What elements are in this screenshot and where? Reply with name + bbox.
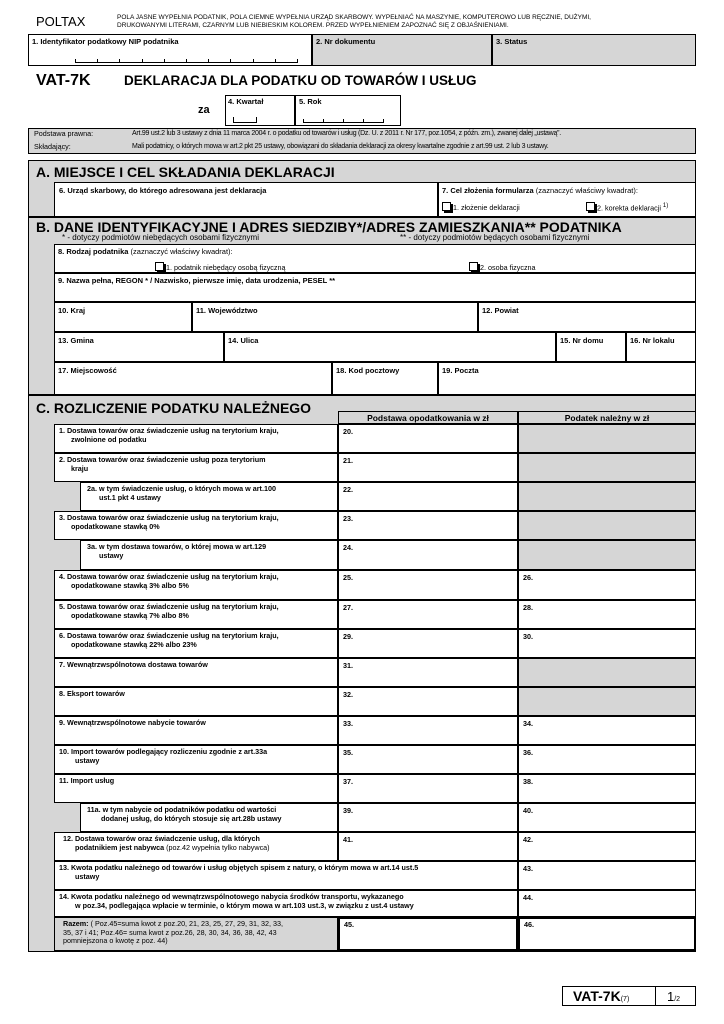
row-6-tax-input[interactable]: [518, 629, 696, 658]
row-2a-line1: 2a. w tym świadczenie usług, o których mowa w art.100: [87, 484, 276, 493]
checkbox-icon[interactable]: [469, 262, 478, 271]
row-12-base-number: 41.: [343, 835, 353, 844]
row-2-line1: 2. Dostawa towarów oraz świadczenie usług poza terytorium: [59, 455, 266, 464]
row-11a-base-input[interactable]: [338, 803, 518, 832]
row-5-line1: 5. Dostawa towarów oraz świadczenie usług na terytorium kraju,: [59, 602, 279, 611]
row-8-tax-cell: [518, 687, 696, 716]
section-c-title: C. ROZLICZENIE PODATKU NALEŻNEGO: [36, 400, 312, 416]
taxpayer-type-field: [54, 244, 696, 273]
row-2a: [54, 482, 696, 511]
document-number-label: 2. Nr dokumentu: [316, 37, 376, 46]
row-2-line2: kraju: [71, 463, 89, 473]
purpose-option-correction[interactable]: [586, 202, 668, 212]
commune-field[interactable]: [54, 332, 224, 362]
totals-tax-input[interactable]: [518, 917, 696, 951]
footer-form-box: [562, 986, 696, 1006]
taxpayer-type-option-1-label: 1. podatnik niebędący osobą fizyczną: [166, 263, 286, 272]
row-10-base-number: 35.: [343, 748, 353, 757]
row-13-line2: ustawy: [75, 871, 100, 881]
row-3a-label: [80, 540, 338, 570]
quarter-field[interactable]: [225, 95, 295, 126]
row-3-line2: opodatkowane stawką 0%: [71, 521, 160, 531]
row-2-label: [54, 453, 338, 482]
row-1-base-input[interactable]: [338, 424, 518, 453]
row-3: [54, 511, 696, 540]
row-11a-label: [80, 803, 338, 832]
row-14-line2: w poz.34, podlegająca wpłacie w terminie, o którym mowa w art.103 ust.3, w związku z ust.4 ustawy: [75, 900, 414, 910]
comb-tick: [186, 59, 187, 63]
instructions-line1: POLA JASNE WYPEŁNIA PODATNIK, POLA CIEMNE WYPEŁNIA URZĄD SKARBOWY. WYPEŁNIAĆ NA MASZYNIE, KOMPUTEROWO LUB RĘCZNIE, DUŻYMI,: [117, 14, 591, 21]
row-8-base-number: 32.: [343, 690, 353, 699]
comb-tick: [275, 59, 276, 63]
post-office-label: 19. Poczta: [442, 366, 479, 375]
city-field[interactable]: [54, 362, 332, 395]
row-11a-line1: 11a. w tym nabycie od podatników podatku od wartości: [87, 805, 277, 814]
taxpayer-type-option-1[interactable]: [155, 262, 285, 272]
nip-label: 1. Identyfikator podatkowy NIP podatnika: [32, 37, 179, 46]
row-1-tax-cell: [518, 424, 696, 453]
row-11-label: [54, 774, 338, 803]
row-3-label: [54, 511, 338, 540]
row-9-base-input[interactable]: [338, 716, 518, 745]
row-6-base-number: 29.: [343, 632, 353, 641]
row-10-tax-number: 36.: [523, 748, 533, 757]
city-label: 17. Miejscowość: [58, 366, 117, 375]
house-number-label: 15. Nr domu: [560, 336, 604, 345]
row-3a-tax-cell: [518, 540, 696, 570]
footer-page-total: /2: [674, 996, 681, 1003]
purpose-option-correction-label: 2. korekta deklaracji: [597, 203, 661, 213]
row-1-line2: zwolnione od podatku: [71, 434, 147, 444]
poltax-brand: POLTAX: [36, 14, 86, 29]
row-12-label: [54, 832, 338, 861]
row-7: [54, 658, 696, 687]
purpose-label: [442, 186, 638, 195]
comb-tick: [343, 119, 344, 123]
row-3-base-number: 23.: [343, 514, 353, 523]
row-11-line1: 11. Import usług: [59, 776, 115, 785]
row-11a-line2: dodanej usług, do których stosuje się art.28b ustawy: [101, 813, 282, 823]
comb-tick: [208, 59, 209, 63]
comb-tick: [253, 59, 254, 63]
year-comb: [303, 117, 383, 123]
comb-tick: [297, 59, 298, 63]
instructions-line2: DRUKOWANYMI LITERAMI, CZARNYM LUB NIEBIESKIM KOLOREM. PRZED WYPEŁNIENIEM ZAPOZNAĆ SIĘ Z OBJAŚNIENIAMI.: [117, 22, 509, 29]
row-14-label: [54, 890, 518, 917]
row-2-base-number: 21.: [343, 456, 353, 465]
totals-line3: pomniejszona o kwotę z poz. 44): [63, 936, 168, 945]
row-3a-line2: ustawy: [99, 550, 124, 560]
row-3a-base-input[interactable]: [338, 540, 518, 570]
tax-office-label: 6. Urząd skarbowy, do którego adresowana jest deklaracja: [59, 186, 267, 195]
row-5-tax-input[interactable]: [518, 600, 696, 629]
row-11a-tax-input[interactable]: [518, 803, 696, 832]
row-5-base-number: 27.: [343, 603, 353, 612]
row-12-base-input[interactable]: [338, 832, 518, 861]
row-12-tax-number: 42.: [523, 835, 533, 844]
row-13-tax-number: 43.: [523, 864, 533, 873]
row-9-label: [54, 716, 338, 745]
street-field[interactable]: [224, 332, 556, 362]
row-4-label: [54, 570, 338, 600]
footer-page-wrap: [667, 989, 680, 1004]
status-field: [492, 34, 696, 66]
row-8-base-input[interactable]: [338, 687, 518, 716]
row-2-base-input[interactable]: [338, 453, 518, 482]
footer-page-number: 1: [667, 989, 675, 1004]
row-9-tax-input[interactable]: [518, 716, 696, 745]
row-7-tax-cell: [518, 658, 696, 687]
post-office-field[interactable]: [438, 362, 696, 395]
section-a-title: A. MIEJSCE I CEL SKŁADANIA DEKLARACJI: [36, 164, 335, 180]
row-12-line2-bold: podatnikiem jest nabywca: [75, 842, 165, 852]
row-14-line1: 14. Kwota podatku należnego od wewnątrzwspólnotowego nabycia środków transportu, wykazanego: [59, 892, 404, 901]
comb-tick: [303, 119, 304, 123]
row-6-line2: opodatkowane stawką 22% albo 23%: [71, 639, 197, 649]
row-11-base-number: 37.: [343, 777, 353, 786]
row-3a-base-number: 24.: [343, 543, 353, 552]
row-4-line1: 4. Dostawa towarów oraz świadczenie usług na terytorium kraju,: [59, 572, 279, 581]
row-5-tax-number: 28.: [523, 603, 533, 612]
row-6-label: [54, 629, 338, 658]
row-4-base-input[interactable]: [338, 570, 518, 600]
purpose-label-bold: 7. Cel złożenia formularza: [442, 186, 534, 195]
row-1: [54, 424, 696, 453]
row-10-base-input[interactable]: [338, 745, 518, 774]
purpose-footnote-ref: 1): [662, 203, 669, 209]
row-11: [54, 774, 696, 803]
row-13-tax-input[interactable]: [518, 861, 696, 890]
row-14-tax-number: 44.: [523, 893, 533, 902]
comb-tick: [119, 59, 120, 63]
row-6-base-input[interactable]: [338, 629, 518, 658]
comb-tick: [363, 119, 364, 123]
row-5-label: [54, 600, 338, 629]
document-number-field: [312, 34, 492, 66]
row-4-line2: opodatkowane stawką 3% albo 5%: [71, 580, 189, 590]
row-3a-line1: 3a. w tym dostawa towarów, o której mowa w art.129: [87, 542, 267, 551]
totals-row: [54, 917, 696, 951]
checkbox-icon[interactable]: [155, 262, 164, 271]
postal-code-label: 18. Kod pocztowy: [336, 366, 400, 375]
voivodeship-label: 11. Województwo: [196, 306, 258, 315]
row-12-line2-note: (poz.42 wypełnia tylko nabywca): [166, 842, 270, 852]
row-5-line2: opodatkowane stawką 7% albo 8%: [71, 610, 189, 620]
row-2a-tax-cell: [518, 482, 696, 511]
row-6-line1: 6. Dostawa towarów oraz świadczenie usług na terytorium kraju,: [59, 631, 279, 640]
row-4: [54, 570, 696, 600]
taxpayer-type-label: [58, 247, 233, 256]
street-label: 14. Ulica: [228, 336, 259, 345]
country-field[interactable]: [54, 302, 192, 332]
row-10-line2: ustawy: [75, 755, 100, 765]
totals-line1-text: ( Poz.45=suma kwot z poz.20, 21, 23, 25, 27, 29, 31, 32, 33,: [90, 919, 283, 928]
row-10-label: [54, 745, 338, 774]
row-13-label: [54, 861, 518, 890]
footer-form-code: VAT-7K: [573, 988, 621, 1004]
row-4-base-number: 25.: [343, 573, 353, 582]
purpose-field: [438, 182, 696, 217]
row-10-line1: 10. Import towarów podlegający rozliczeniu zgodnie z art.33a: [59, 747, 268, 756]
taxpayer-type-option-2[interactable]: [469, 262, 536, 272]
section-b-title: B. DANE IDENTYFIKACYJNE I ADRES SIEDZIBY*/ADRES ZAMIESZKANIA** PODATNIKA: [36, 219, 622, 235]
row-2: [54, 453, 696, 482]
row-3a: [54, 540, 696, 570]
row-5-base-input[interactable]: [338, 600, 518, 629]
taxpayer-type-label-note: (zaznaczyć właściwy kwadrat):: [130, 247, 233, 256]
row-12-tax-input[interactable]: [518, 832, 696, 861]
row-6-tax-number: 30.: [523, 632, 533, 641]
row-12: [54, 832, 696, 861]
apartment-number-field[interactable]: [626, 332, 696, 362]
footer-form-version: (7): [620, 996, 630, 1003]
tax-office-field[interactable]: [54, 182, 438, 217]
row-14-tax-input[interactable]: [518, 890, 696, 917]
row-11-tax-input[interactable]: [518, 774, 696, 803]
form-title: DEKLARACJA DLA PODATKU OD TOWARÓW I USŁUG: [124, 73, 477, 88]
row-3-base-input[interactable]: [338, 511, 518, 540]
year-field[interactable]: [295, 95, 401, 126]
comb-tick: [230, 59, 231, 63]
row-8: [54, 687, 696, 716]
comb-tick: [383, 119, 384, 123]
full-name-label: 9. Nazwa pełna, REGON * / Nazwisko, pierwsze imię, data urodzenia, PESEL **: [58, 276, 336, 285]
row-8-line1: 8. Eksport towarów: [59, 689, 125, 698]
row-7-label: [54, 658, 338, 687]
apartment-number-label: 16. Nr lokalu: [630, 336, 675, 345]
row-13-line1: 13. Kwota podatku należnego od towarów i usług objętych spisem z natury, o którym mowa w art.14 ust.5: [59, 863, 419, 872]
purpose-option-submission[interactable]: [442, 202, 520, 212]
row-4-tax-input[interactable]: [518, 570, 696, 600]
row-5: [54, 600, 696, 629]
county-label: 12. Powiat: [482, 306, 519, 315]
nip-field[interactable]: [28, 34, 312, 66]
row-9-tax-number: 34.: [523, 719, 533, 728]
section-b-note-2: ** - dotyczy podmiotów będących osobami fizycznymi: [400, 233, 590, 242]
county-field[interactable]: [478, 302, 696, 332]
legal-basis-text: Art.99 ust.2 lub 3 ustawy z dnia 11 marca 2004 r. o podatku od towarów i usług (Dz. U. z 2011 r. Nr 177, poz.1054, z późn. zm.), zwanej dalej „ustawą”.: [132, 130, 561, 137]
row-14: [54, 890, 696, 917]
row-10: [54, 745, 696, 774]
row-8-label: [54, 687, 338, 716]
row-12-line2: [63, 844, 337, 853]
totals-line2: 35, 37 i 41; Poz.46= suma kwot z poz.26, 28, 30, 34, 36, 38, 42, 43: [63, 927, 277, 937]
row-7-base-input[interactable]: [338, 658, 518, 687]
row-2a-label: [80, 482, 338, 511]
za-label: za: [198, 104, 210, 116]
quarter-comb: [233, 117, 257, 123]
totals-label: [54, 917, 338, 951]
row-2a-base-input[interactable]: [338, 482, 518, 511]
submitter-label: Składający:: [34, 142, 71, 151]
form-code: VAT-7K: [36, 72, 91, 89]
quarter-label: 4. Kwartał: [228, 97, 264, 106]
row-10-tax-input[interactable]: [518, 745, 696, 774]
house-number-field[interactable]: [556, 332, 626, 362]
row-6: [54, 629, 696, 658]
row-13: [54, 861, 696, 890]
row-11-base-input[interactable]: [338, 774, 518, 803]
row-11a-base-number: 39.: [343, 806, 353, 815]
purpose-label-note: (zaznaczyć właściwy kwadrat):: [535, 186, 638, 195]
section-b-note-1: * - dotyczy podmiotów niebędących osobami fizycznymi: [62, 233, 259, 242]
comb-tick: [75, 59, 76, 63]
commune-label: 13. Gmina: [58, 336, 94, 345]
col-header-base: Podstawa opodatkowania w zł: [338, 411, 518, 424]
row-7-line1: 7. Wewnątrzwspólnotowa dostawa towarów: [59, 660, 208, 669]
row-2a-line2: ust.1 pkt 4 ustawy: [99, 492, 161, 502]
row-11a-tax-number: 40.: [523, 806, 533, 815]
comb-tick: [142, 59, 143, 63]
totals-bold: Razem:: [63, 919, 89, 928]
taxpayer-type-label-bold: 8. Rodzaj podatnika: [58, 247, 129, 256]
col-header-tax: Podatek należny w zł: [518, 411, 696, 424]
country-label: 10. Kraj: [58, 306, 86, 315]
row-1-label: [54, 424, 338, 453]
footer-form-code-wrap: [573, 988, 629, 1004]
row-12-line1: 12. Dostawa towarów oraz świadczenie usług, dla których: [63, 834, 260, 843]
status-label: 3. Status: [496, 37, 528, 46]
full-name-field[interactable]: [54, 273, 696, 302]
totals-base-number: 45.: [344, 920, 354, 929]
legal-basis-label: Podstawa prawna:: [34, 129, 94, 138]
purpose-option-submission-label: 1. złożenie deklaracji: [453, 203, 520, 212]
checkbox-icon[interactable]: [442, 202, 451, 211]
row-11a: [54, 803, 696, 832]
year-label: 5. Rok: [299, 97, 322, 106]
row-9-line1: 9. Wewnątrzwspólnotowe nabycie towarów: [59, 718, 206, 727]
taxpayer-type-option-2-label: 2. osoba fizyczna: [480, 263, 536, 272]
row-11-tax-number: 38.: [523, 777, 533, 786]
voivodeship-field[interactable]: [192, 302, 478, 332]
row-2-tax-cell: [518, 453, 696, 482]
instructions: [117, 14, 717, 30]
comb-tick: [164, 59, 165, 63]
row-3-tax-cell: [518, 511, 696, 540]
row-7-base-number: 31.: [343, 661, 353, 670]
row-9-base-number: 33.: [343, 719, 353, 728]
postal-code-field[interactable]: [332, 362, 438, 395]
row-9: [54, 716, 696, 745]
row-1-line1: 1. Dostawa towarów oraz świadczenie usług na terytorium kraju,: [59, 426, 279, 435]
row-1-base-number: 20.: [343, 427, 353, 436]
totals-tax-number: 46.: [524, 920, 534, 929]
row-3-line1: 3. Dostawa towarów oraz świadczenie usług na terytorium kraju,: [59, 513, 279, 522]
totals-base-input[interactable]: [338, 917, 518, 951]
row-4-tax-number: 26.: [523, 573, 533, 582]
checkbox-icon[interactable]: [586, 202, 595, 211]
row-2a-base-number: 22.: [343, 485, 353, 494]
comb-tick: [323, 119, 324, 123]
nip-comb: [75, 57, 297, 63]
submitter-text: Mali podatnicy, o których mowa w art.2 pkt 25 ustawy, obowiązani do składania deklaracji za okresy kwartalne zgodnie z art.99 ust. 2 lub 3 ustawy.: [132, 143, 549, 150]
comb-tick: [97, 59, 98, 63]
footer-divider: [655, 987, 656, 1005]
